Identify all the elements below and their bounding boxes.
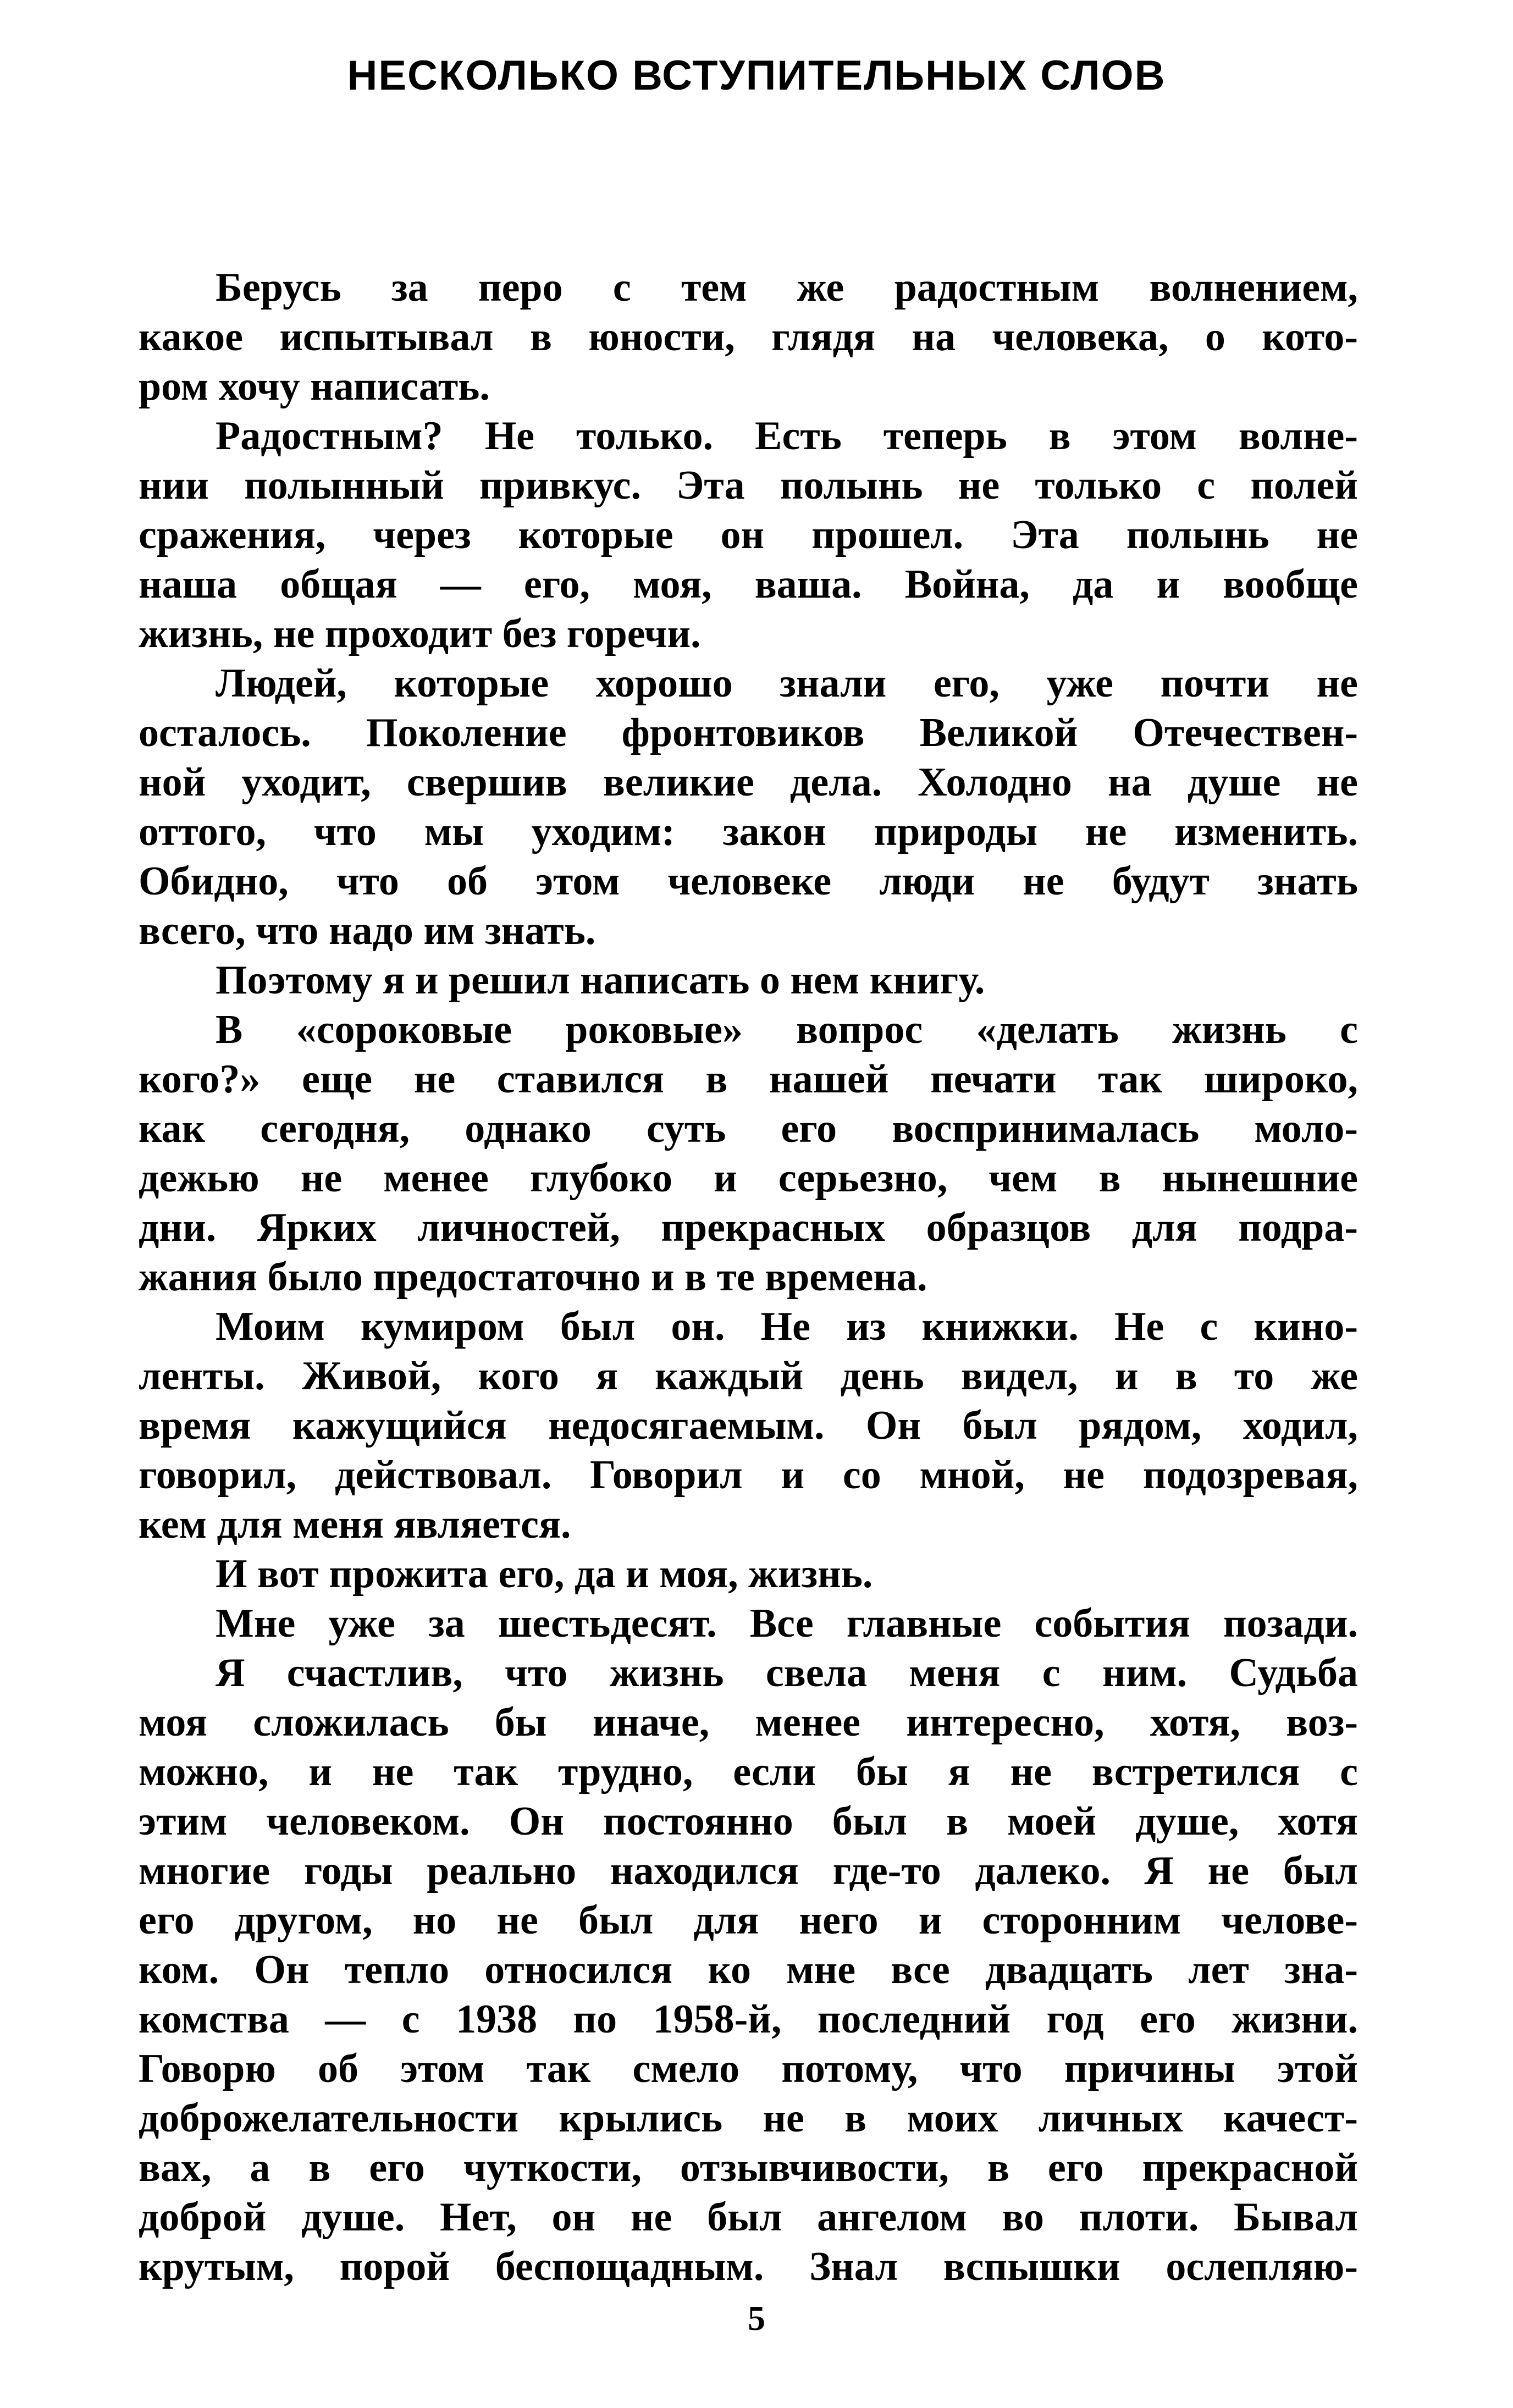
text-line: доброжелательности крылись не в моих личных качест- (139, 2096, 1358, 2141)
text-line: Мне уже за шестьдесят. Все главные события позади. (216, 1601, 1358, 1646)
text-line: его другом, но не был для него и сторонним челове- (139, 1898, 1358, 1943)
text-line: ной уходит, свершив великие дела. Холодно на душе не (139, 760, 1358, 805)
text-line: жизнь, не проходит без горечи. (139, 611, 701, 656)
text-line: всего, что надо им знать. (139, 908, 596, 953)
text-line: время кажущийся недосягаемым. Он был рядом, ходил, (139, 1403, 1358, 1448)
text-line: Говорю об этом так смело потому, что причины этой (139, 2046, 1358, 2091)
text-line: кого?» еще не ставился в нашей печати так широко, (139, 1057, 1358, 1102)
text-line: моя сложилась бы иначе, менее интересно, хотя, воз- (139, 1700, 1358, 1745)
text-line: осталось. Поколение фронтовиков Великой Отечествен- (139, 710, 1358, 755)
text-line: можно, и не так трудно, если бы я не встретился с (139, 1749, 1358, 1794)
text-line: крутым, порой беспощадным. Знал вспышки ослепляю- (139, 2244, 1358, 2289)
text-line: этим человеком. Он постоянно был в моей душе, хотя (139, 1799, 1358, 1844)
text-line: ром хочу написать. (139, 364, 490, 409)
text-line: оттого, что мы уходим: закон природы не изменить. (139, 809, 1358, 854)
chapter-title: НЕСКОЛЬКО ВСТУПИТЕЛЬНЫХ СЛОВ (347, 52, 1166, 99)
text-line: комства — с 1938 по 1958-й, последний год его жизни. (139, 1997, 1358, 2042)
text-line: Поэтому я и решил написать о нем книгу. (216, 958, 985, 1003)
page-number: 5 (748, 2299, 765, 2338)
text-line: какое испытывал в юности, глядя на человека, о кото- (139, 314, 1358, 360)
text-line: доброй душе. Нет, он не был ангелом во плоти. Бывал (139, 2195, 1358, 2240)
text-line: вах, а в его чуткости, отзывчивости, в его прекрасной (139, 2145, 1358, 2190)
text-line: В «сороковые роковые» вопрос «делать жизнь с (216, 1007, 1358, 1052)
text-line: нии полынный привкус. Эта полынь не только с полей (139, 463, 1358, 508)
text-line: Моим кумиром был он. Не из книжки. Не с кино- (216, 1304, 1358, 1349)
text-line: говорил, действовал. Говорил и со мной, не подозревая, (139, 1452, 1358, 1498)
text-line: дежью не менее глубоко и серьезно, чем в нынешние (139, 1156, 1358, 1201)
text-line: ком. Он тепло относился ко мне все двадцать лет зна- (139, 1947, 1358, 1992)
text-line: И вот прожита его, да и моя, жизнь. (216, 1551, 873, 1597)
text-line: Я счастлив, что жизнь свела меня с ним. Судьба (216, 1650, 1358, 1695)
body-text (139, 263, 1358, 2291)
text-line: кем для меня является. (139, 1502, 571, 1547)
text-line: Обидно, что об этом человеке люди не будут знать (139, 859, 1358, 904)
text-line: ленты. Живой, кого я каждый день видел, и в то же (139, 1354, 1358, 1399)
text-line: сражения, через которые он прошел. Эта полынь не (139, 512, 1358, 557)
text-line: Людей, которые хорошо знали его, уже почти не (216, 661, 1358, 706)
text-line: Берусь за перо с тем же радостным волнением, (216, 265, 1358, 310)
text-line: наша общая — его, моя, ваша. Война, да и вообще (139, 562, 1358, 607)
text-line: Радостным? Не только. Есть теперь в этом волне- (216, 413, 1358, 459)
text-line: дни. Ярких личностей, прекрасных образцов для подра- (139, 1205, 1358, 1250)
text-line: многие годы реально находился где-то далеко. Я не был (139, 1848, 1358, 1893)
text-line: жания было предостаточно и в те времена. (139, 1255, 927, 1300)
text-line: как сегодня, однако суть его воспринималась моло- (139, 1106, 1358, 1151)
